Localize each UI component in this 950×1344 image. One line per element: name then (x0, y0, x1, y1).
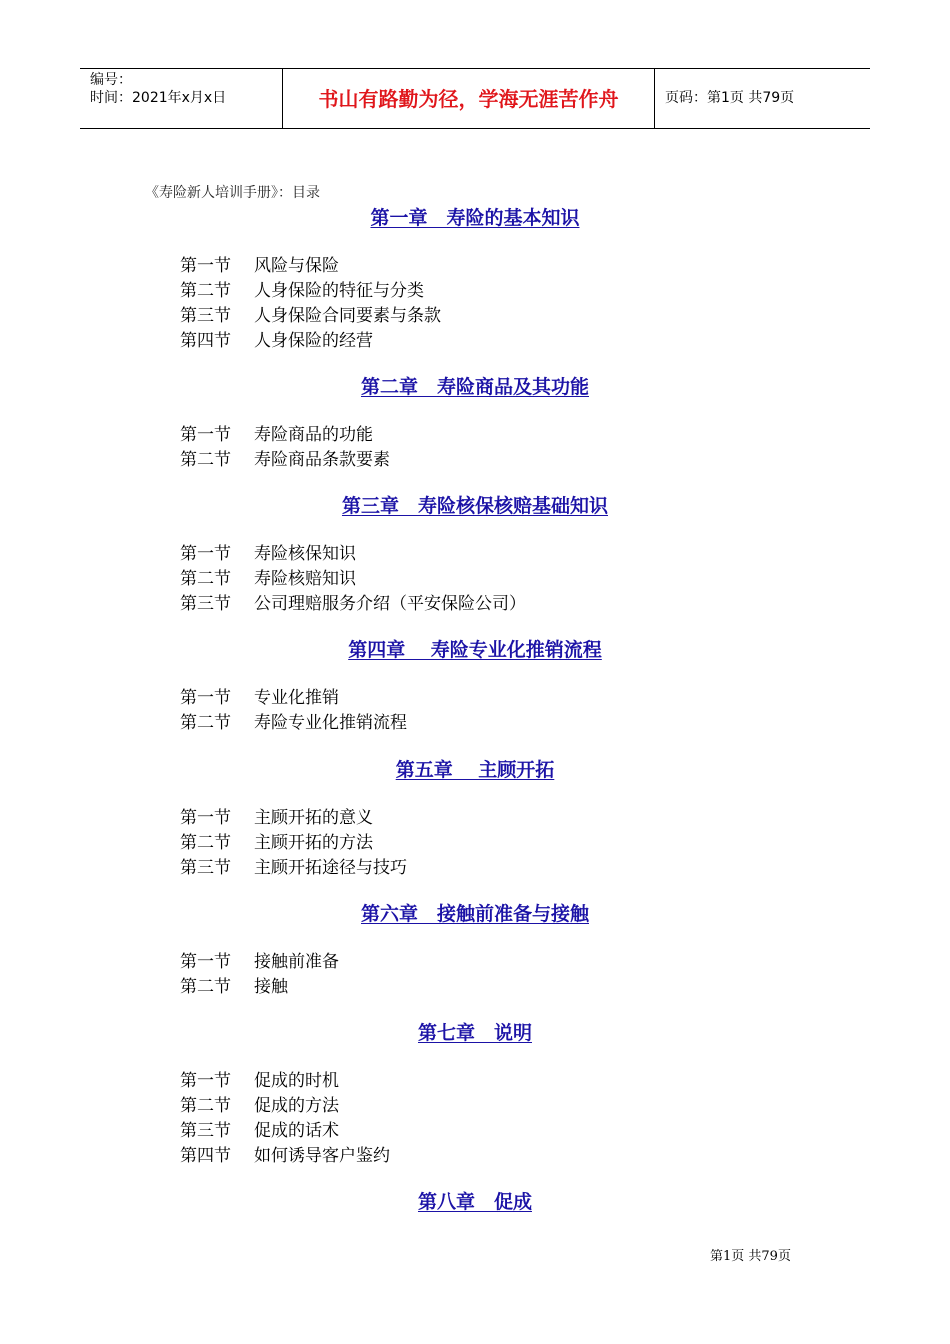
section-title: 主顾开拓的意义 (254, 808, 373, 828)
page-header (80, 68, 870, 129)
section-title: 人身保险的经营 (254, 331, 373, 351)
page-footer: 第1页 共79页 (710, 1249, 791, 1264)
section-number: 第一节 (180, 425, 231, 445)
section-title: 公司理赔服务介绍（平安保险公司） (254, 594, 526, 614)
chapter-heading-5[interactable] (0, 758, 950, 782)
section-number: 第四节 (180, 331, 231, 351)
section-title: 人身保险合同要素与条款 (254, 306, 441, 326)
header-page-cell (655, 69, 870, 128)
number-label: 编号： (90, 72, 132, 88)
toc-section (180, 280, 424, 302)
section-title: 寿险商品的功能 (254, 425, 373, 445)
chapter-heading-8[interactable] (0, 1190, 950, 1214)
chapter-link[interactable]: 第三章 寿险核保核赔基础知识 (341, 495, 608, 517)
chapter-heading-7[interactable] (0, 1021, 950, 1045)
section-title: 促成的话术 (254, 1121, 339, 1141)
chapter-heading-3[interactable] (0, 494, 950, 518)
section-title: 主顾开拓途径与技巧 (254, 858, 407, 878)
section-number: 第二节 (180, 569, 231, 589)
chapter-link[interactable]: 第八章 促成 (417, 1191, 532, 1213)
toc-section (180, 305, 441, 327)
section-title: 促成的时机 (254, 1071, 339, 1091)
toc-section (180, 449, 390, 471)
section-title: 促成的方法 (254, 1096, 339, 1116)
toc-section (180, 255, 339, 277)
toc-section (180, 1145, 390, 1167)
toc-section (180, 1120, 339, 1142)
section-number: 第一节 (180, 1071, 231, 1091)
document-title: 《寿险新人培训手册》：目录 (145, 185, 320, 201)
chapter-heading-4[interactable] (0, 638, 950, 662)
chapter-link[interactable]: 第五章 主顾开拓 (395, 759, 555, 781)
header-meta-cell (80, 69, 282, 128)
toc-section (180, 1070, 339, 1092)
section-title: 寿险核保知识 (254, 544, 356, 564)
section-title: 人身保险的特征与分类 (254, 281, 424, 301)
chapter-link[interactable]: 第一章 寿险的基本知识 (370, 207, 580, 229)
toc-section (180, 976, 288, 998)
chapter-link[interactable]: 第六章 接触前准备与接触 (360, 903, 589, 925)
section-title: 接触 (254, 977, 288, 997)
section-number: 第三节 (180, 594, 231, 614)
section-title: 专业化推销 (254, 688, 339, 708)
time-label: 时间：2021年x月x日 (90, 90, 227, 106)
toc-section (180, 330, 373, 352)
toc-section (180, 807, 373, 829)
toc-section (180, 951, 339, 973)
section-title: 寿险核赔知识 (254, 569, 356, 589)
section-number: 第一节 (180, 256, 231, 276)
section-title: 风险与保险 (254, 256, 339, 276)
section-title: 主顾开拓的方法 (254, 833, 373, 853)
section-number: 第二节 (180, 281, 231, 301)
section-number: 第三节 (180, 306, 231, 326)
chapter-link[interactable]: 第七章 说明 (417, 1022, 532, 1044)
toc-section (180, 593, 526, 615)
toc-section (180, 543, 356, 565)
section-number: 第二节 (180, 833, 231, 853)
toc-section (180, 712, 407, 734)
toc-section (180, 1095, 339, 1117)
section-number: 第二节 (180, 977, 231, 997)
section-title: 寿险专业化推销流程 (254, 713, 407, 733)
toc-section (180, 857, 407, 879)
chapter-heading-2[interactable] (0, 375, 950, 399)
toc-section (180, 687, 339, 709)
header-motto-cell (282, 69, 655, 128)
section-number: 第一节 (180, 688, 231, 708)
chapter-heading-1[interactable] (0, 206, 950, 230)
section-number: 第一节 (180, 808, 231, 828)
header-page-info: 页码：第1页 共79页 (665, 90, 795, 106)
section-title: 如何诱导客户鉴约 (254, 1146, 390, 1166)
chapter-link[interactable]: 第二章 寿险商品及其功能 (360, 376, 589, 398)
motto-text: 书山有路勤为径，学海无涯苦作舟 (318, 87, 619, 111)
chapter-heading-6[interactable] (0, 902, 950, 926)
section-number: 第一节 (180, 952, 231, 972)
section-number: 第一节 (180, 544, 231, 564)
section-title: 寿险商品条款要素 (254, 450, 390, 470)
toc-section (180, 424, 373, 446)
section-title: 接触前准备 (254, 952, 339, 972)
section-number: 第四节 (180, 1146, 231, 1166)
toc-section (180, 568, 356, 590)
section-number: 第二节 (180, 450, 231, 470)
section-number: 第三节 (180, 858, 231, 878)
section-number: 第二节 (180, 1096, 231, 1116)
toc-section (180, 832, 373, 854)
section-number: 第三节 (180, 1121, 231, 1141)
chapter-link[interactable]: 第四章 寿险专业化推销流程 (348, 639, 602, 661)
section-number: 第二节 (180, 713, 231, 733)
